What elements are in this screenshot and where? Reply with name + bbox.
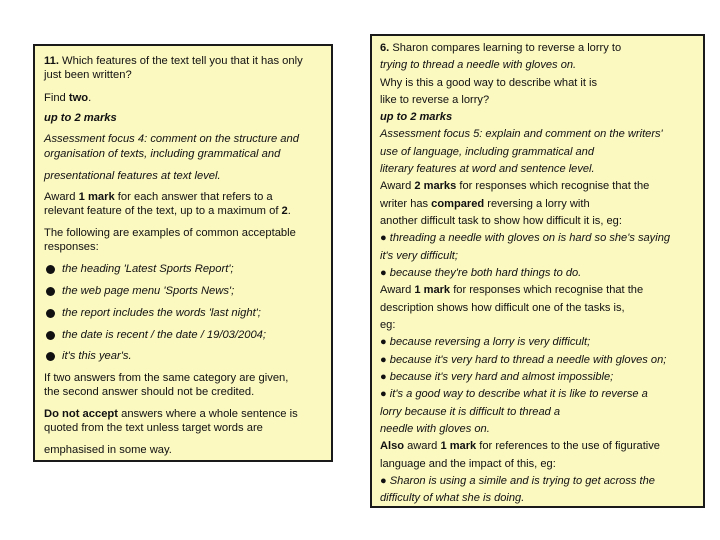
- q11-question-line-2: just been written?: [44, 69, 132, 81]
- q6-question-line-4: like to reverse a lorry?: [380, 94, 490, 106]
- q6-example-6-line-2: lorry because it is difficult to thread a: [380, 406, 561, 418]
- q6-award-2-line-3: another difficult task to show how difficult it is, eg:: [380, 215, 622, 227]
- q6-question-line-3: Why is this a good way to describe what it is: [380, 77, 598, 89]
- bullet-icon: [46, 309, 55, 318]
- q6-also-award-line-2: language and the impact of this, eg:: [380, 458, 556, 470]
- list-item: the heading 'Latest Sports Report';: [62, 263, 234, 275]
- q11-same-category-line-1: If two answers from the same category are given,: [44, 372, 289, 384]
- q6-also-award-line-1: Also award 1 mark for references to the use of figurative: [380, 440, 660, 452]
- question-6-box: [370, 34, 705, 508]
- q11-do-not-accept-line-2: quoted from the text unless target words are: [44, 422, 263, 434]
- q11-focus-line-3: presentational features at text level.: [44, 170, 221, 182]
- q6-example-1-line-1: ● threading a needle with gloves on is hard so she's saying: [380, 232, 671, 244]
- q11-question-line-1: 11. Which features of the text tell you that it has only: [44, 55, 303, 67]
- bullet-icon: [46, 331, 55, 340]
- q6-award-2-line-1: Award 2 marks for responses which recognise that the: [380, 180, 650, 192]
- q6-example-4: ● because it's very hard to thread a needle with gloves on;: [380, 354, 667, 366]
- q6-award-1-line-2: description shows how difficult one of the tasks is,: [380, 302, 625, 314]
- q6-award-2-line-2: writer has compared reversing a lorry with: [380, 198, 590, 210]
- q6-example-3: ● because reversing a lorry is very difficult;: [380, 336, 591, 348]
- q11-marks: up to 2 marks: [44, 112, 117, 124]
- q6-question-line-2: trying to thread a needle with gloves on.: [380, 59, 577, 71]
- q6-eg: eg:: [380, 319, 396, 331]
- q11-same-category-line-2: the second answer should not be credited.: [44, 386, 255, 398]
- q11-award-line-2: relevant feature of the text, up to a maximum of 2.: [44, 205, 291, 217]
- q6-question-line-1: 6. Sharon compares learning to reverse a lorry to: [380, 42, 622, 54]
- list-item: it's this year's.: [62, 350, 132, 362]
- q11-do-not-accept-line-3: emphasised in some way.: [44, 444, 172, 456]
- q6-example-7-line-2: difficulty of what she is doing.: [380, 492, 525, 504]
- q6-example-2: ● because they're both hard things to do.: [380, 267, 582, 279]
- q6-focus-line-1: Assessment focus 5: explain and comment on the writers': [380, 128, 663, 140]
- bullet-icon: [46, 352, 55, 361]
- list-item: the date is recent / the date / 19/03/2004;: [62, 329, 267, 341]
- q11-award-line-1: Award 1 mark for each answer that refers to a: [44, 191, 273, 203]
- q6-award-1-line-1: Award 1 mark for responses which recognise that the: [380, 284, 644, 296]
- q11-find-instruction: Find two.: [44, 92, 92, 104]
- q6-focus-line-2: use of language, including grammatical and: [380, 146, 594, 158]
- q11-focus-line-2: organisation of texts, including grammatical and: [44, 148, 281, 160]
- question-11-box: [33, 44, 333, 462]
- bullet-icon: [46, 265, 55, 274]
- q6-example-1-line-2: it's very difficult;: [380, 250, 458, 262]
- q6-example-6-line-1: ● it's a good way to describe what it is like to reverse a: [380, 388, 648, 400]
- q6-marks: up to 2 marks: [380, 111, 453, 123]
- q6-example-6-line-3: needle with gloves on.: [380, 423, 490, 435]
- q6-example-7-line-1: ● Sharon is using a simile and is trying to get across the: [380, 475, 655, 487]
- q11-examples-line-2: responses:: [44, 241, 99, 253]
- list-item: the web page menu 'Sports News';: [62, 285, 235, 297]
- list-item: the report includes the words 'last night';: [62, 307, 261, 319]
- q11-focus-line-1: Assessment focus 4: comment on the structure and: [44, 133, 299, 145]
- q11-examples-line-1: The following are examples of common acceptable: [44, 227, 296, 239]
- q11-do-not-accept-line-1: Do not accept answers where a whole sentence is: [44, 408, 298, 420]
- q6-example-5: ● because it's very hard and almost impossible;: [380, 371, 614, 383]
- bullet-icon: [46, 287, 55, 296]
- q6-focus-line-3: literary features at word and sentence level.: [380, 163, 595, 175]
